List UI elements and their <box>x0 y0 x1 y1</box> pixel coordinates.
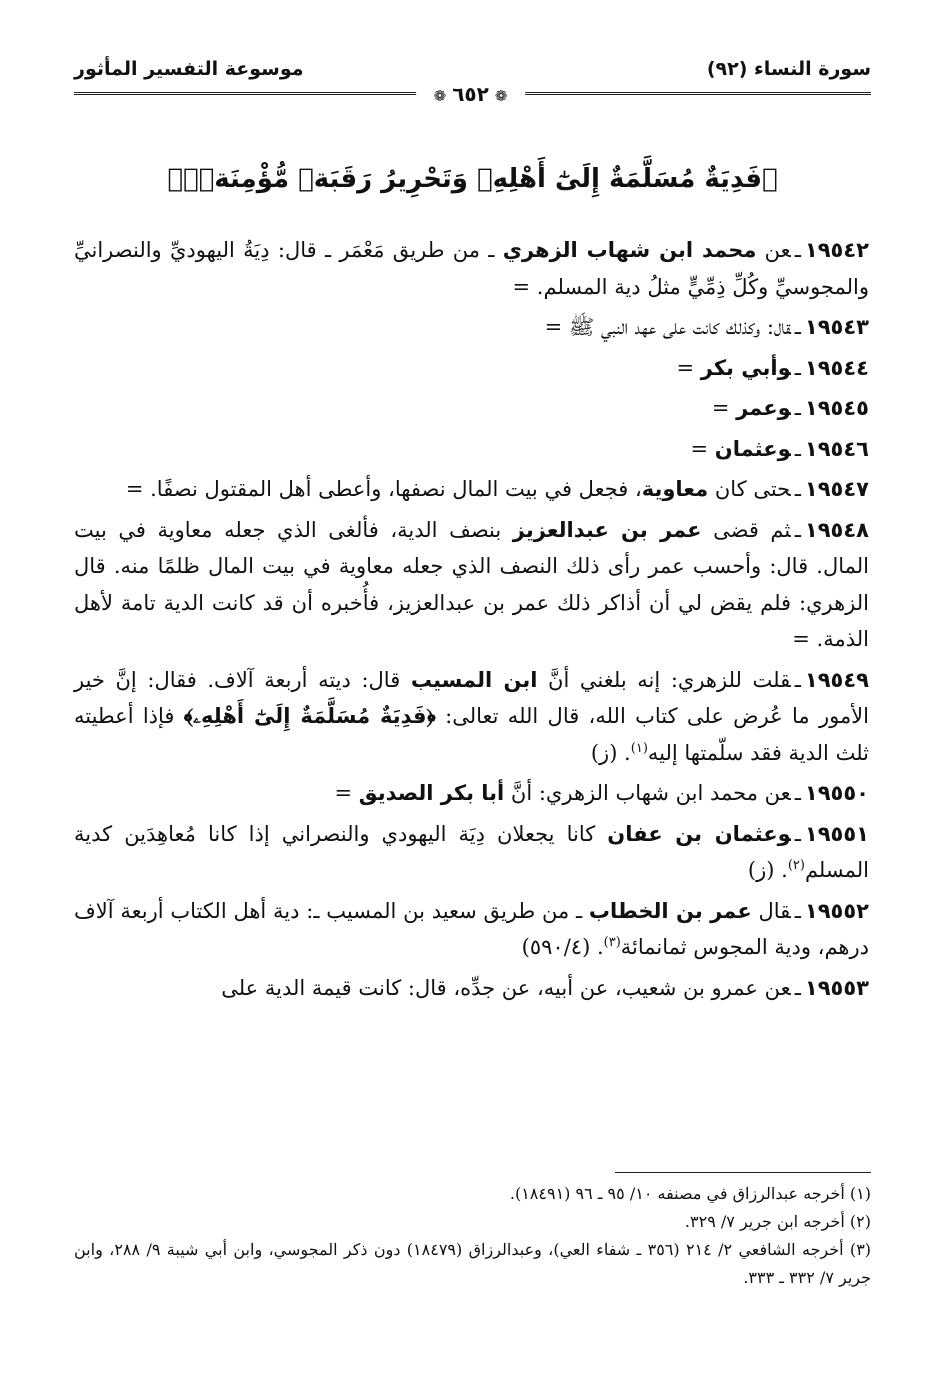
book-title-header: موسوعة التفسير المأثور <box>74 58 304 80</box>
narration-number: ١٩٥٤٩ <box>804 667 869 692</box>
narration-number: ١٩٥٥٠ <box>804 781 869 805</box>
footnotes <box>74 1180 871 1292</box>
narrator-name: عمر بن الخطاب <box>588 898 752 923</box>
narration-number: ١٩٥٤٦ <box>804 436 869 461</box>
page-number <box>416 84 526 106</box>
footnote: (٣) أخرجه الشافعي ٢/ ٢١٤ (٣٥٦ ـ شفاء العي)، وعبدالرزاق (١٨٤٧٩) دون ذكر المجوسي، وابن أبي شيبة ٩/ ٢٨٨، وابن جرير ٧/ ٣٣٢ ـ ٣٣٣. <box>74 1240 872 1287</box>
narration-number: ١٩٥٤٥ <box>804 396 869 420</box>
narration-entry: ١٩٥٤٤ـوأبي بكر = <box>676 355 869 380</box>
narrator-name: وعثمان بن عفان <box>607 821 791 846</box>
narration-number: ١٩٥٤٢ <box>804 238 869 262</box>
footnote-marker: (٢) <box>787 858 805 873</box>
narrator-name: أبا بكر الصديق <box>358 781 505 805</box>
narrator-name: وعثمان <box>714 436 791 461</box>
narration-number: ١٩٥٤٧ <box>804 477 869 501</box>
narrator-name: وعمر <box>736 396 791 420</box>
narration-entry: ١٩٥٤٩ـقلت للزهري: إنه بلغني أنَّ ابن المسيب قال: ديته أربعة آلاف. فقال: إنَّ خير الأمور ما عُرض على كتاب الله، قال الله تعالى: ﴿فَدِيَةٌ مُسَلَّمَةٌ إِلَىٰٓ أَهْلِهِۦ﴾ فإذا أعطيته ثلث الدية فقد سلّمتها إليه$^{(١)}$. (ز) <box>74 667 869 765</box>
ornament-icon: ❁ <box>433 87 447 105</box>
narration-entry: ١٩٥٥٠ـعن محمد ابن شهاب الزهري: أنَّ أبا بكر الصديق = <box>334 781 869 805</box>
narration-entry: ١٩٥٤٧ـحتى كان معاوية، فجعل في بيت المال نصفها، وأعطى أهل المقتول نصفًا. = <box>125 477 869 501</box>
narration-entry: ١٩٥٥١ـوعثمان بن عفان كانا يجعلان دِيَة اليهودي والنصراني إذا كانا مُعاهِدَين كدية المسلم$^{(٢)}$. (ز) <box>74 821 869 882</box>
narrator-name: عمر بن عبدالعزيز <box>512 517 702 542</box>
footnote: (٢) أخرجه ابن جرير ٧/ ٣٢٩. <box>684 1212 871 1231</box>
narration-entry: ١٩٥٤٢ـعن محمد ابن شهاب الزهري ـ من طريق مَعْمَر ـ قال: دِيَةُ اليهوديِّ والنصرانيِّ والمجوسيِّ وكُلِّ ذِمِّيٍّ مثلُ دية المسلم. = <box>74 238 869 299</box>
narration-number: ١٩٥٤٣ <box>804 315 869 339</box>
narration-number: ١٩٥٤٨ <box>804 517 869 542</box>
page-number-value: ٦٥٢ <box>452 82 489 106</box>
narration-entry: ١٩٥٤٥ـوعمر = <box>711 396 869 420</box>
narration-number: ١٩٥٥٣ <box>804 975 869 1000</box>
narrator-name: محمد ابن شهاب الزهري <box>502 238 757 262</box>
ornament-icon: ❁ <box>494 87 508 105</box>
footnote-marker: (١) <box>630 740 648 756</box>
narrator-name: وأبي بكر <box>700 355 791 380</box>
narration-entry: ١٩٥٥٢ـقال عمر بن الخطاب ـ من طريق سعيد بن المسيب ـ: دية أهل الكتاب أربعة آلاف درهم، ودية المجوس ثمانمائة$^{(٣)}$. (٥٩٠/٤) <box>74 898 869 959</box>
narration-entry: ١٩٥٤٦ـوعثمان = <box>690 436 869 461</box>
verse-heading: ﴿فَدِيَةٌ مُسَلَّمَةٌ إِلَىٰٓ أَهْلِهِۦ وَتَحْرِيرُ رَقَبَةٖ مُّؤْمِنَةٖۖ﴾ <box>167 164 778 194</box>
narrations-body <box>74 232 869 1010</box>
narration-entry: ١٩٥٥٣ـعن عمرو بن شعيب، عن أبيه، عن جدِّه، قال: كانت قيمة الدية على <box>221 975 869 1000</box>
footnote-divider <box>615 1172 871 1173</box>
footnote: (١) أخرجه عبدالرزاق في مصنفه ١٠/ ٩٥ ـ ٩٦ (١٨٤٩١). <box>509 1184 871 1203</box>
verse-quote: ﴿فَدِيَةٌ مُسَلَّمَةٌ إِلَىٰٓ أَهْلِهِۦ﴾ <box>183 704 436 728</box>
narration-number: ١٩٥٥١ <box>804 821 869 846</box>
surah-header: سورة النساء (٩٢) <box>706 58 871 80</box>
footnote-marker: (٣) <box>603 935 621 950</box>
narrator-name: معاوية <box>641 477 709 501</box>
narration-number: ١٩٥٤٤ <box>804 355 869 380</box>
narration-entry: ١٩٥٤٨ـثم قضى عمر بن عبدالعزيز بنصف الدية، فألغى الذي جعله معاوية في بيت المال. قال: وأحسب عمر رأى ذلك النصف الذي جعله معاوية في بيت المال ظلمًا منه. قال الزهري: فلم يقض لي أن أذاكر ذلك عمر بن عبدالعزيز، فأُخبره أن قد كانت الدية تامة لأهل الذمة. = <box>74 517 869 651</box>
narration-entry: ١٩٥٤٣ـقال: وكذلك كانت على عهد النبي ﷺ = <box>544 315 869 339</box>
narrator-name: ابن المسيب <box>410 667 538 692</box>
narration-number: ١٩٥٥٢ <box>804 898 869 923</box>
